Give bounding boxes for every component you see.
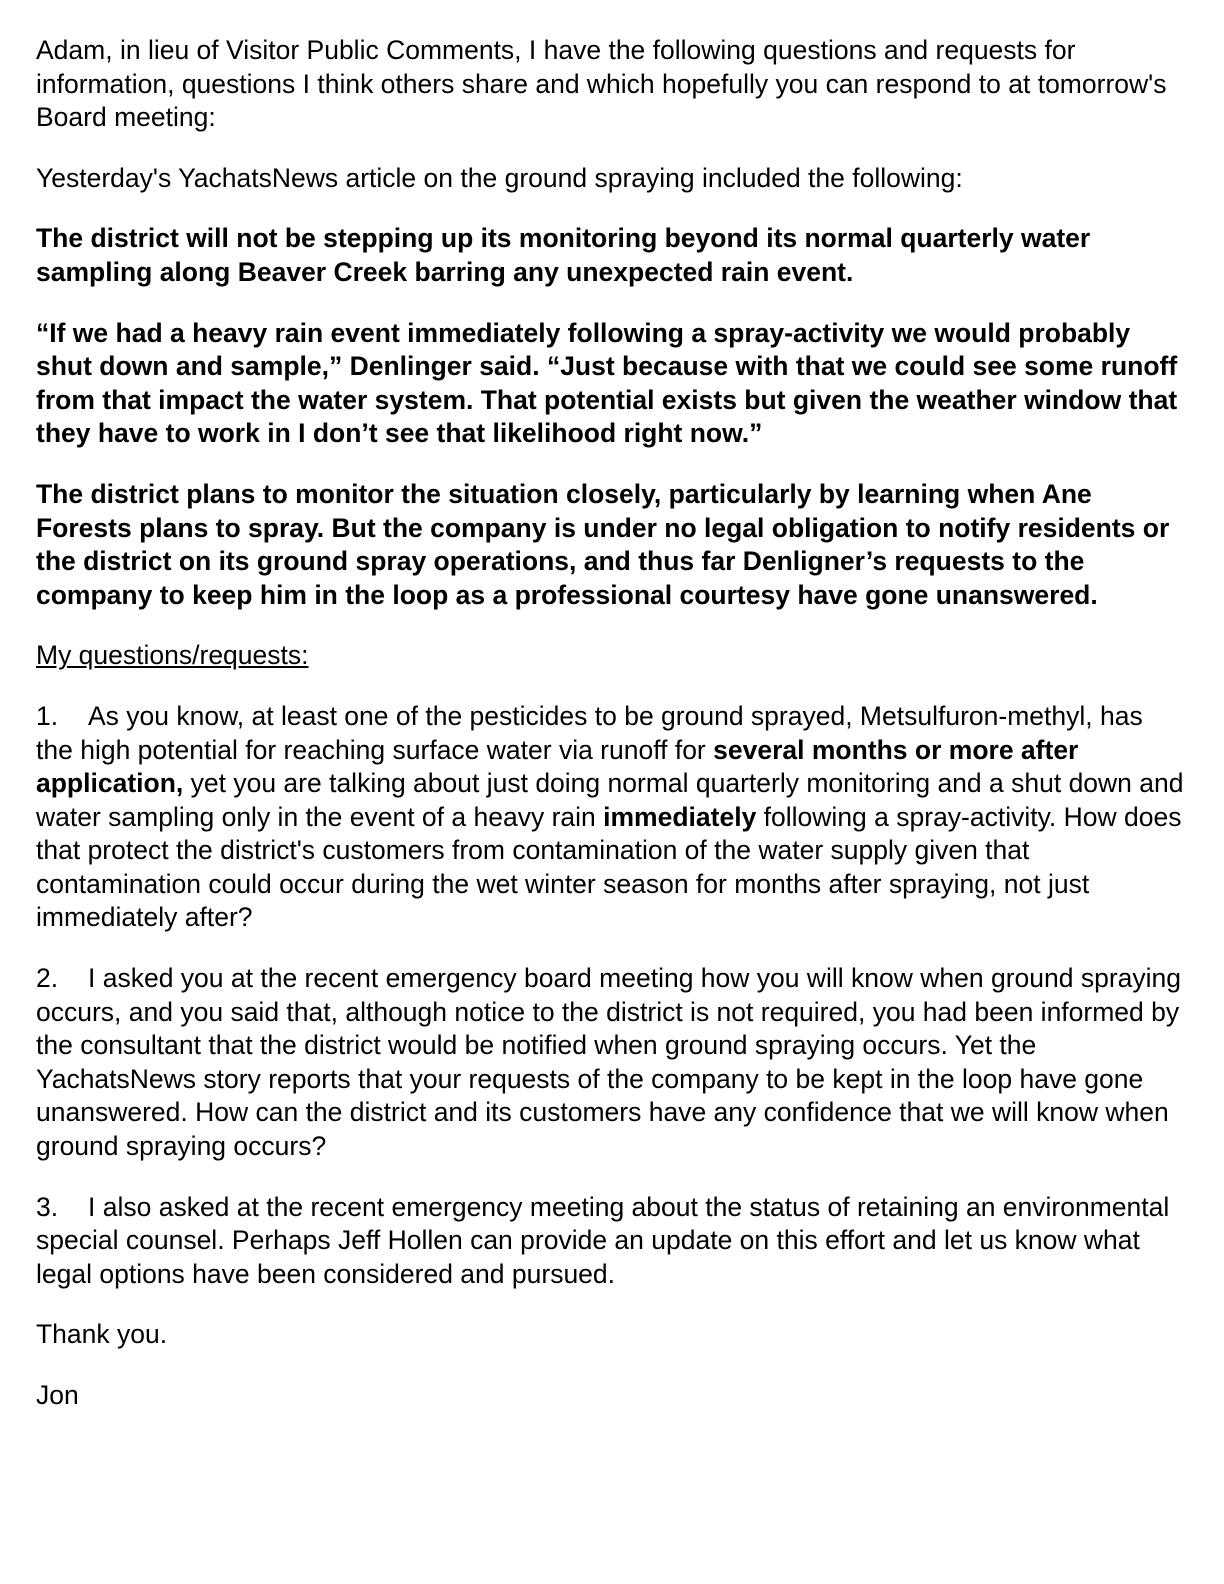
quote-notification: The district plans to monitor the situation closely, particularly by learning when Ane Forests plans to spray. But the company is under no legal obligation to notify residents or the district on its ground spray operations, and thus far Denligner’s requests to the company to keep him in the loop as a professional courtesy have gone unanswered. [36, 478, 1170, 610]
letter-body [36, 34, 1186, 1440]
quote-monitoring: The district will not be stepping up its monitoring beyond its normal quarterly water sampling along Beaver Creek barring any unexpected rain event. [36, 223, 1091, 287]
question-2-text: I asked you at the recent emergency board meeting how you will know when ground spraying occurs, and you said that, although notice to the district is not required, you had been informed by the consultant that the district would be notified when ground spraying occurs. Yet the YachatsNews story reports that your requests of the company to be kept in the loop have gone unanswered. How can the district and its customers have any confidence that we will know when ground spraying occurs? [36, 963, 1182, 1162]
article-lead: Yesterday's YachatsNews article on the ground spraying included the following: [36, 162, 963, 193]
question-1-text-b: yet you are talking about just doing normal quarterly monitoring and a shut down and water sampling only in the event of a heavy rain [36, 768, 1184, 832]
signature: Jon [36, 1380, 79, 1410]
question-3 [36, 1191, 1186, 1292]
questions-heading [36, 639, 1186, 673]
questions-heading-text: My questions/requests: [36, 640, 309, 671]
question-1-text-c: following a spray-activity. How does that protect the district's customers from contamination of the water supply given that contamination could occur during the wet winter season for months after spraying, not just immediately after? [36, 801, 1182, 933]
question-2-number: 2. [36, 963, 59, 994]
question-1-number: 1. [36, 700, 59, 731]
question-3-number: 3. [36, 1191, 59, 1222]
closing: Thank you. [36, 1319, 168, 1350]
intro-paragraph: Adam, in lieu of Visitor Public Comments, I have the following questions and requests for information, questions I think others share and which hopefully you can respond to at tomorrow's Board meeting: [36, 35, 1167, 133]
question-1-bold-a: several months or more after application, [36, 734, 1079, 799]
question-1-bold-b: immediately [603, 801, 757, 832]
question-3-text: I also asked at the recent emergency meeting about the status of retaining an environmental special counsel. Perhaps Jeff Hollen can provide an update on this effort and let us know what legal options have been considered and pursued. [36, 1191, 1170, 1289]
question-2 [36, 962, 1186, 1164]
question-1-text-a: As you know, at least one of the pesticides to be ground sprayed, Metsulfuron-methyl, has the high potential for reaching surface water via runoff for [36, 700, 1143, 765]
quote-denlinger: “If we had a heavy rain event immediately following a spray-activity we would probably shut down and sample,” Denlinger said. “Just because with that we could see some runoff from that impact the water system. That potential exists but given the weather window that they have to work in I don’t see that likelihood right now.” [36, 317, 1178, 449]
question-1 [36, 700, 1186, 935]
